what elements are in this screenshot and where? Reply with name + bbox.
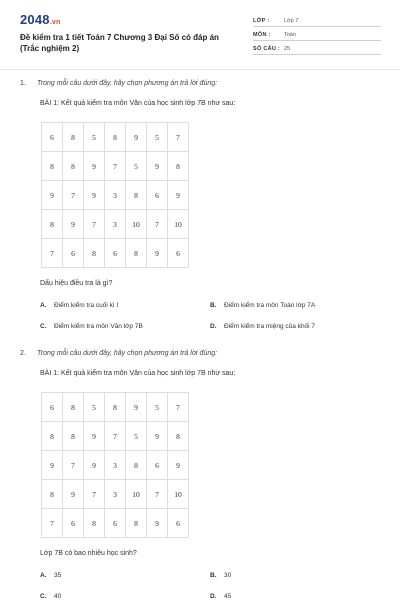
table-cell: 6 [168, 239, 189, 268]
table-cell: 6 [63, 509, 84, 538]
option-letter: D. [210, 323, 217, 330]
table-cell: 8 [105, 393, 126, 422]
answer-option-d[interactable] [210, 593, 231, 600]
table-cell: 7 [168, 123, 189, 152]
table-cell: 10 [168, 210, 189, 239]
table-row [42, 451, 189, 480]
table-cell: 6 [63, 239, 84, 268]
table-row [42, 210, 189, 239]
table-cell: 8 [168, 422, 189, 451]
table-cell: 6 [147, 181, 168, 210]
table-cell: 7 [105, 422, 126, 451]
table-cell: 7 [42, 509, 63, 538]
question-instruction: Trong mỗi câu dưới đây, hãy chọn phương án trả lời đúng: [37, 350, 218, 357]
option-text: Điểm kiểm tra miệng của khối 7 [224, 323, 316, 330]
table-cell: 8 [63, 393, 84, 422]
table-cell: 9 [147, 509, 168, 538]
table-cell: 9 [84, 152, 105, 181]
question-number: 1. [20, 80, 26, 87]
logo-main-text: 2048 [20, 12, 50, 27]
question-intro: BÀI 1: Kết quả kiểm tra môn Văn của học sinh lớp 7B như sau: [40, 100, 236, 107]
meta-class-value: Lớp 7 [284, 18, 299, 24]
option-letter: C. [40, 593, 47, 600]
table-row [42, 393, 189, 422]
page-title: Đề kiểm tra 1 tiết Toán 7 Chương 3 Đại Số có đáp án (Trắc nghiệm 2) [20, 33, 219, 53]
table-cell: 6 [147, 451, 168, 480]
option-letter: A. [40, 302, 47, 309]
table-cell: 9 [147, 152, 168, 181]
table-cell: 6 [42, 393, 63, 422]
table-cell: 8 [63, 422, 84, 451]
table-cell: 8 [105, 123, 126, 152]
option-text: 35 [54, 572, 62, 579]
table-cell: 7 [84, 480, 105, 509]
table-row [42, 480, 189, 509]
table-cell: 3 [105, 480, 126, 509]
table-cell: 10 [168, 480, 189, 509]
table-cell: 7 [147, 480, 168, 509]
table-cell: 7 [168, 393, 189, 422]
table-cell: 7 [42, 239, 63, 268]
table-cell: 9 [147, 422, 168, 451]
table-cell: 6 [105, 509, 126, 538]
site-logo[interactable] [20, 12, 60, 27]
table-cell: 9 [168, 181, 189, 210]
table-cell: 3 [105, 451, 126, 480]
table-cell: 9 [126, 123, 147, 152]
table-cell: 8 [126, 181, 147, 210]
table-cell: 7 [105, 152, 126, 181]
option-text: Điểm kiểm tra môn Văn lớp 7B [54, 323, 143, 330]
table-cell: 9 [42, 181, 63, 210]
meta-subject-row [253, 30, 381, 41]
option-letter: A. [40, 572, 47, 579]
question-intro: BÀI 1: Kết quả kiểm tra môn Văn của học sinh lớp 7B như sau: [40, 370, 236, 377]
answer-option-c[interactable] [40, 593, 61, 600]
score-table [41, 392, 189, 538]
table-cell: 8 [42, 152, 63, 181]
option-text: Điểm kiểm tra môn Toán lớp 7A [224, 302, 316, 309]
page-header [0, 0, 400, 70]
table-row [42, 181, 189, 210]
option-letter: D. [210, 593, 217, 600]
table-cell: 5 [84, 123, 105, 152]
table-cell: 7 [84, 210, 105, 239]
option-text: 40 [54, 593, 62, 600]
table-cell: 6 [168, 509, 189, 538]
table-cell: 9 [63, 480, 84, 509]
table-cell: 5 [84, 393, 105, 422]
option-letter: B. [210, 302, 217, 309]
table-cell: 9 [84, 451, 105, 480]
table-cell: 5 [147, 123, 168, 152]
table-cell: 5 [126, 422, 147, 451]
table-cell: 8 [126, 239, 147, 268]
table-row [42, 422, 189, 451]
answer-option-b[interactable] [210, 572, 231, 579]
table-cell: 8 [42, 422, 63, 451]
option-text: 45 [224, 593, 232, 600]
table-row [42, 239, 189, 268]
table-cell: 9 [147, 239, 168, 268]
table-cell: 8 [63, 152, 84, 181]
option-letter: B. [210, 572, 217, 579]
table-cell: 5 [126, 152, 147, 181]
option-text: Điểm kiểm tra cuối kì I [54, 302, 119, 309]
table-row [42, 152, 189, 181]
score-table [41, 122, 189, 268]
answer-option-d[interactable] [210, 323, 315, 330]
meta-class-key: LỚP : [253, 18, 270, 24]
answer-option-a[interactable] [40, 302, 118, 309]
table-cell: 3 [105, 181, 126, 210]
table-cell: 9 [42, 451, 63, 480]
meta-count-key: SỐ CÂU : [253, 46, 281, 52]
table-cell: 9 [84, 181, 105, 210]
meta-subject-value: Toán [284, 32, 296, 38]
table-cell: 10 [126, 210, 147, 239]
table-cell: 7 [63, 181, 84, 210]
question-text: Lớp 7B có bao nhiêu học sinh? [40, 550, 137, 557]
table-cell: 6 [42, 123, 63, 152]
question-instruction: Trong mỗi câu dưới đây, hãy chọn phương án trả lời đúng: [37, 80, 218, 87]
question-text: Dấu hiệu điều tra là gì? [40, 280, 113, 287]
table-cell: 8 [84, 509, 105, 538]
table-cell: 9 [63, 210, 84, 239]
meta-subject-key: MÔN : [253, 32, 271, 38]
table-cell: 7 [63, 451, 84, 480]
table-row [42, 509, 189, 538]
table-cell: 9 [168, 451, 189, 480]
meta-count-value: 25 [284, 46, 291, 52]
table-cell: 8 [126, 451, 147, 480]
table-cell: 6 [105, 239, 126, 268]
table-cell: 8 [42, 480, 63, 509]
table-cell: 5 [147, 393, 168, 422]
table-cell: 8 [84, 239, 105, 268]
option-text: 30 [224, 572, 232, 579]
table-cell: 9 [126, 393, 147, 422]
table-cell: 7 [147, 210, 168, 239]
table-cell: 8 [126, 509, 147, 538]
table-row [42, 123, 189, 152]
table-cell: 3 [105, 210, 126, 239]
table-cell: 8 [168, 152, 189, 181]
table-cell: 10 [126, 480, 147, 509]
table-cell: 9 [84, 422, 105, 451]
answer-option-b[interactable] [210, 302, 315, 309]
answer-option-c[interactable] [40, 323, 143, 330]
logo-domain-text: .vn [49, 19, 61, 26]
question-number: 2. [20, 350, 26, 357]
answer-option-a[interactable] [40, 572, 61, 579]
option-letter: C. [40, 323, 47, 330]
meta-count-row [253, 44, 381, 55]
table-cell: 8 [63, 123, 84, 152]
meta-class-row [253, 16, 381, 27]
table-cell: 8 [42, 210, 63, 239]
